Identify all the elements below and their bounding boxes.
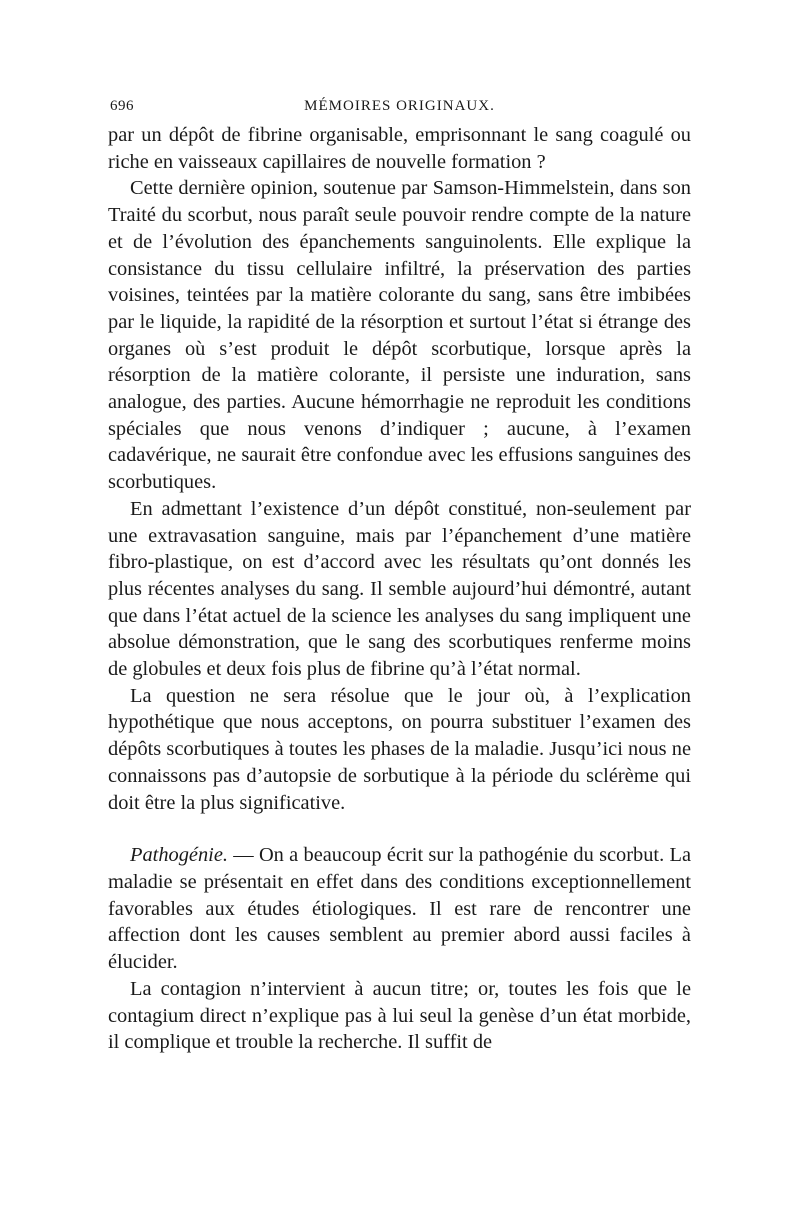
running-head [108,92,691,122]
paragraph-open-question: La question ne sera résolue que le jour où, à l’explication hypothétique que nous acceptons, on pourra substituer l’examen des dépôts scorbutiques à toutes les phases de la maladie. Jusqu’ici nous ne connaissons pas d’autopsie de sorbutique à la période du sclérème qui doit être la plus significative. [108,684,691,814]
paragraph-blood-analysis: En admettant l’existence d’un dépôt constitué, non-seulement par une extravasation sanguine, mais par l’épanchement d’une matière fibro-plastique, on est d’accord avec les résultats qu’ont donnés les plus récentes analyses du sang. Il semble aujourd’hui démontré, autant que dans l’état actuel de la science les analyses du sang impliquent une absolue démonstration, que le sang des scorbutiques renferme moins de globules et deux fois plus de fibrine qu’à l’état normal. [108,497,691,681]
paragraph-contagion: La contagion n’intervient à aucun titre; or, toutes les fois que le contagium direct n’explique pas à lui seul la genèse d’un état morbide, il complique et trouble la recherche. Il suffit de [108,977,691,1054]
section-gap [108,816,691,842]
section-dash: — [227,844,259,867]
page [108,92,691,1056]
paragraph-samson-opinion: Cette dernière opinion, soutenue par Samson-Himmelstein, dans son Traité du scorbut, nous paraît seule pouvoir rendre compte de la nature et de l’évolution des épanchements sanguinolents. Elle explique la consistance du tissu cellulaire infiltré, la préservation des parties voisines, teintées par la matière colorante du sang, sans être imbibées par le liquide, la rapidité de la résorption et surtout l’état si étrange des organes où s’est produit le dépôt scorbutique, lorsque après la résorption de la matière colorante, il persiste une induration, sans analogue, des parties. Aucune hémorrhagie ne reproduit les conditions spéciales que nous venons d’indiquer ; aucune, à l’examen cadavérique, ne saurait être confondue avec les effusions sanguines des scorbutiques. [108,177,691,494]
paragraph-continued: par un dépôt de fibrine organisable, emprisonnant le sang coagulé ou riche en vaisseaux capillaires de nouvelle formation ? [108,124,691,173]
page-number: 696 [110,98,134,114]
running-title: MÉMOIRES ORIGINAUX. [304,98,495,114]
section-title: Pathogénie. [130,844,228,867]
section-first-paragraph-text: On a beaucoup écrit sur la pathogénie du scorbut. La maladie se présentait en effet dans des conditions exceptionnellement favorables aux études étiologiques. Il est rare de rencontrer une affection dont les causes semblent au premier abord aussi faciles à élucider. [108,844,691,974]
paragraph-pathogenie [108,842,691,976]
